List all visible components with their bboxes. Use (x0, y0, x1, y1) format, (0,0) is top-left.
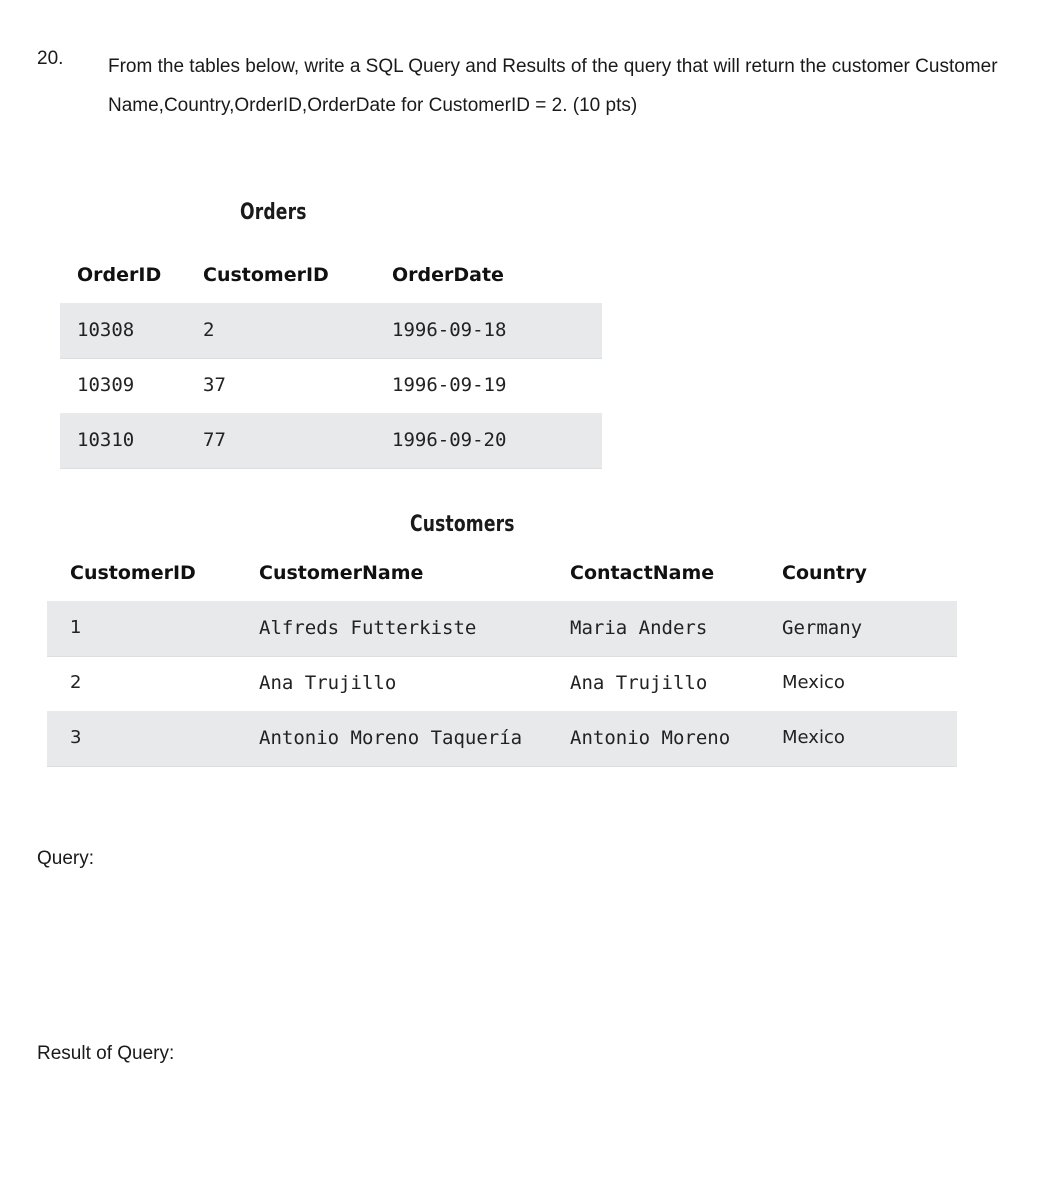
orders-header-orderid: OrderID (77, 264, 162, 286)
customers-cell-country: Mexico (782, 672, 845, 693)
orders-cell-customerid: 77 (203, 429, 226, 451)
question-number: 20. (37, 48, 64, 69)
orders-header-orderdate: OrderDate (392, 264, 504, 286)
customers-table (47, 546, 957, 768)
question-text: From the tables below, write a SQL Query and Results of the query that will return the customer Customer Name,Country,OrderID,OrderDate for CustomerID = 2. (10 pts) (108, 56, 998, 116)
orders-header-customerid: CustomerID (203, 264, 329, 286)
customers-cell-customername: Ana Trujillo (259, 672, 397, 694)
customers-header-row (47, 546, 957, 601)
customers-cell-customerid: 3 (70, 727, 82, 748)
orders-cell-orderid: 10308 (77, 319, 135, 341)
orders-cell-orderdate: 1996-09-20 (392, 429, 507, 451)
customers-cell-contactname: Antonio Moreno (570, 727, 731, 749)
table-row (60, 358, 602, 413)
query-label: Query: (37, 848, 95, 869)
customers-cell-customername: Antonio Moreno Taquería (259, 727, 523, 749)
customers-cell-customerid: 1 (70, 617, 82, 638)
customers-cell-customername: Alfreds Futterkiste (259, 617, 477, 639)
table-row (47, 711, 957, 767)
customers-header-country: Country (782, 562, 867, 584)
orders-cell-orderdate: 1996-09-18 (392, 319, 507, 341)
orders-table-title: Orders (240, 200, 307, 225)
orders-cell-orderid: 10309 (77, 374, 135, 396)
orders-cell-orderdate: 1996-09-19 (392, 374, 507, 396)
customers-table-title: Customers (410, 512, 515, 537)
orders-table (60, 248, 602, 470)
table-row (47, 601, 957, 657)
customers-cell-country: Mexico (782, 727, 845, 748)
customers-header-customername: CustomerName (259, 562, 424, 584)
customers-header-customerid: CustomerID (70, 562, 196, 584)
customers-cell-country: Germany (782, 617, 863, 639)
orders-cell-customerid: 37 (203, 374, 226, 396)
orders-cell-orderid: 10310 (77, 429, 135, 451)
customers-cell-contactname: Ana Trujillo (570, 672, 708, 694)
orders-header-row (60, 248, 602, 303)
customers-cell-customerid: 2 (70, 672, 82, 693)
table-row (47, 656, 957, 711)
customers-cell-contactname: Maria Anders (570, 617, 708, 639)
result-label: Result of Query: (37, 1043, 175, 1064)
customers-header-contactname: ContactName (570, 562, 715, 584)
table-row (60, 303, 602, 359)
table-row (60, 413, 602, 469)
orders-cell-customerid: 2 (203, 319, 215, 341)
